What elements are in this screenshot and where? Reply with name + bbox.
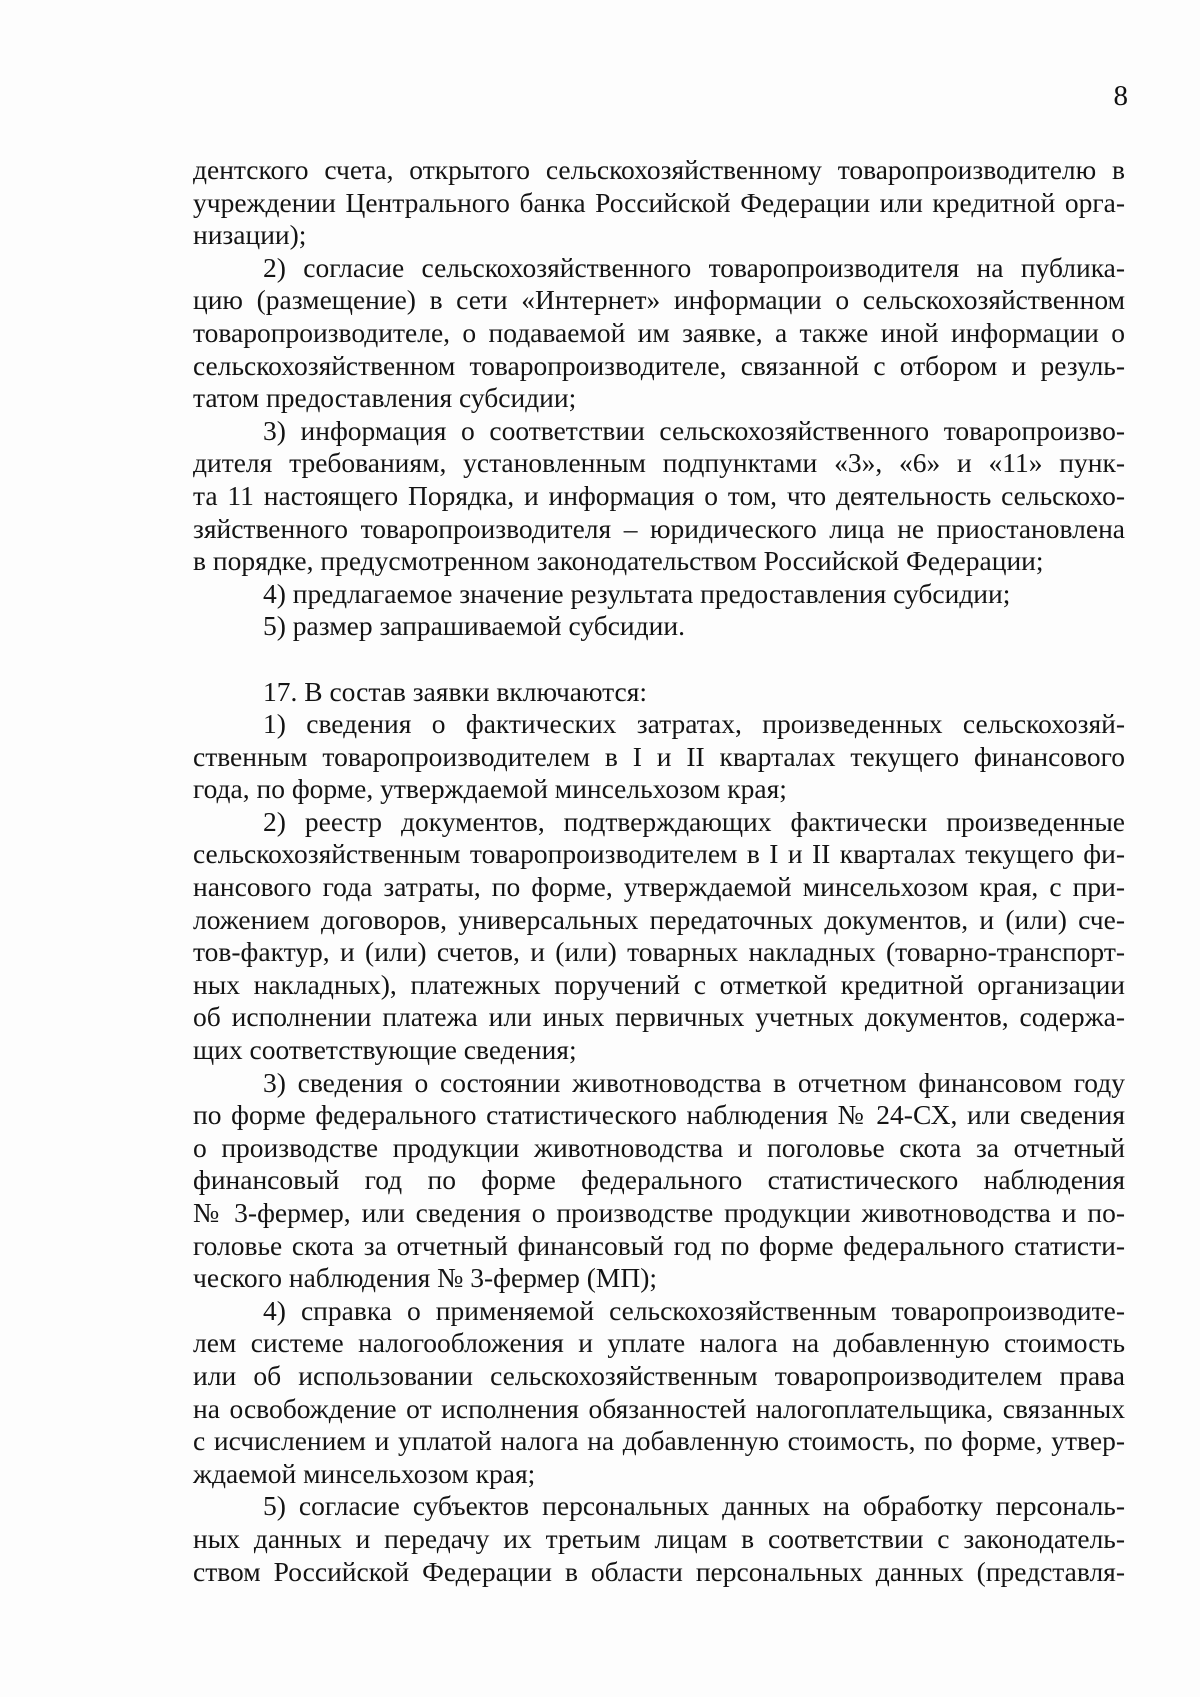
text-line: 17. В состав заявки включаются: [263,675,648,707]
text-line: 3) информация о соответствии сельскохозяйственного товаропроизво- [263,414,1125,446]
text-line: 2) согласие сельскохозяйственного товаропроизводителя на публика- [263,251,1125,283]
text-line: 4) справка о применяемой сельскохозяйственным товаропроизводите- [263,1294,1125,1326]
text-line: дентского счета, открытого сельскохозяйственному товаропроизводителю в [193,154,1125,185]
text-line: ством Российской Федерации в области персональных данных (представля- [193,1555,1125,1587]
text-line: 2) реестр документов, подтверждающих фактически произведенные [263,805,1125,837]
text-line: зяйственного товаропроизводителя – юридического лица не приостановлена [193,512,1125,544]
text-line: ческого наблюдения № 3-фермер (МП); [193,1262,657,1294]
text-line: та 11 настоящего Порядка, и информация о том, что деятельность сельскохо- [193,479,1125,511]
text-line: низации); [193,219,307,251]
paragraph-gap [193,643,1125,676]
text-line: сельскохозяйственным товаропроизводителем в I и II кварталах текущего фи- [193,838,1125,870]
text-line: о производстве продукции животноводства и поголовье скота за отчетный [193,1131,1125,1163]
text-line: 4) предлагаемое значение результата предоставления субсидии; [263,577,1011,609]
text-line: ных накладных), платежных поручений с отметкой кредитной организации [193,968,1125,1000]
text-line: на освобождение от исполнения обязанностей налогоплательщика, связанных [193,1392,1125,1424]
text-line: с исчислением и уплатой налога на добавленную стоимость, по форме, утвер- [193,1425,1125,1457]
text-line: 5) согласие субъектов персональных данных на обработку персональ- [263,1490,1125,1522]
text-line: 5) размер запрашиваемой субсидии. [263,610,685,642]
text-line: 1) сведения о фактических затратах, произведенных сельскохозяй- [263,708,1125,740]
text-line: татом предоставления субсидии; [193,382,577,414]
text-line: по форме федерального статистического наблюдения № 24-СХ, или сведения [193,1099,1125,1131]
text-line: дителя требованиям, установленным подпунктами «3», «6» и «11» пунк- [193,447,1125,479]
text-line: ложением договоров, универсальных передаточных документов, и (или) сче- [193,903,1125,935]
text-line: учреждении Центрального банка Российской Федерации или кредитной орга- [193,186,1125,218]
text-line: товаропроизводителе, о подаваемой им заявке, а также иной информации о [193,316,1125,348]
text-line: ных данных и передачу их третьим лицам в соответствии с законодатель- [193,1522,1125,1554]
text-line: финансовый год по форме федерального статистического наблюдения [193,1164,1125,1196]
text-line: ждаемой минсельхозом края; [193,1457,536,1489]
text-line: нансового года затраты, по форме, утверждаемой минсельхозом края, с при- [193,871,1125,903]
text-line: тов-фактур, и (или) счетов, и (или) товарных накладных (товарно-транспорт- [193,936,1125,968]
text-line: сельскохозяйственном товаропроизводителе, связанной с отбором и резуль- [193,349,1125,381]
text-line: в порядке, предусмотренном законодательством Российской Федерации; [193,545,1044,577]
text-line: об исполнении платежа или иных первичных учетных документов, содержа- [193,1001,1125,1033]
text-line: щих соответствующие сведения; [193,1034,577,1066]
body-text [193,154,1125,1588]
text-line: № 3-фермер, или сведения о производстве продукции животноводства и по- [193,1197,1125,1228]
text-line: головье скота за отчетный финансовый год по форме федерального статисти- [193,1229,1125,1261]
page-number: 8 [1113,80,1128,112]
text-line: цию (размещение) в сети «Интернет» информации о сельскохозяйственном [193,284,1125,316]
text-line: или об использовании сельскохозяйственным товаропроизводителем права [193,1359,1125,1391]
text-line: 3) сведения о состоянии животноводства в отчетном финансовом году [263,1066,1125,1098]
text-line: лем системе налогообложения и уплате налога на добавленную стоимость [193,1327,1125,1359]
text-line: ственным товаропроизводителем в I и II кварталах текущего финансового [193,740,1125,772]
text-line: года, по форме, утверждаемой минсельхозом края; [193,773,787,805]
